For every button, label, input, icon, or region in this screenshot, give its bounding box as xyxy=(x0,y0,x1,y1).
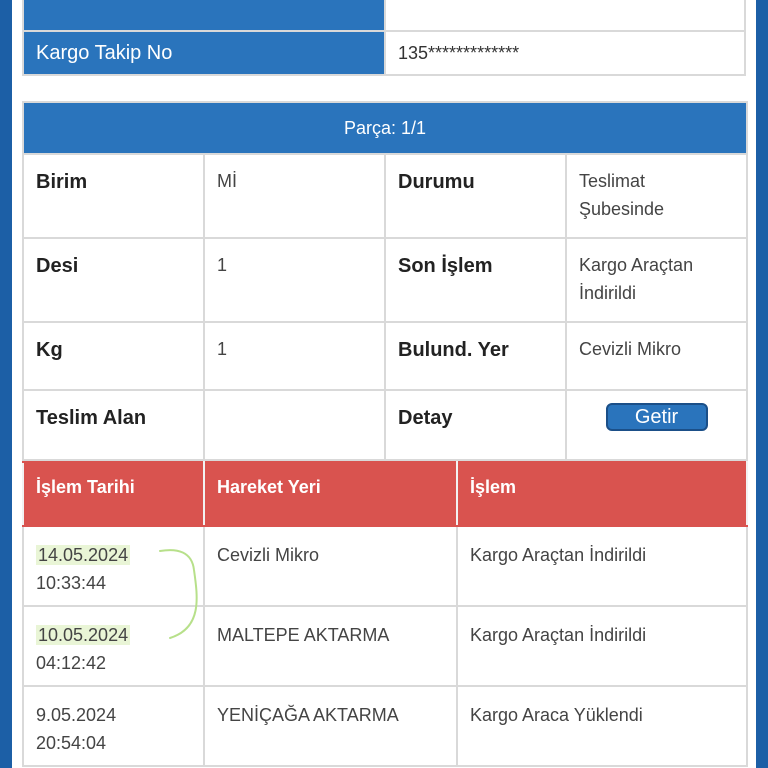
getir-button[interactable]: Getir xyxy=(606,403,708,431)
place-cell: Cevizli Mikro xyxy=(204,526,457,606)
receiver-value xyxy=(204,390,385,460)
table-row xyxy=(23,606,747,686)
tracking-number-label: Kargo Takip No xyxy=(23,31,385,75)
status-label: Durumu xyxy=(385,154,566,238)
movements-header-row xyxy=(23,462,747,526)
date-highlighted: 10.05.2024 xyxy=(38,625,129,645)
date-cell xyxy=(23,686,204,766)
movements-table xyxy=(22,461,748,767)
info-value xyxy=(385,0,745,31)
table-row xyxy=(23,526,747,606)
date: 9.05.2024 xyxy=(36,705,117,725)
location-value: Cevizli Mikro xyxy=(566,322,747,390)
detail-label: Detay xyxy=(385,390,566,460)
info-row xyxy=(23,0,745,31)
action-cell: Kargo Araçtan İndirildi xyxy=(457,606,747,686)
desi-value: 1 xyxy=(204,238,385,322)
part-title: Parça: 1/1 xyxy=(23,102,747,154)
header-action: İşlem xyxy=(457,462,747,526)
time: 04:12:42 xyxy=(36,653,107,673)
status-value: Teslimat Şubesinde xyxy=(566,154,747,238)
last-operation-label: Son İşlem xyxy=(385,238,566,322)
action-cell: Kargo Araçtan İndirildi xyxy=(457,526,747,606)
unit-label: Birim xyxy=(23,154,204,238)
table-row xyxy=(23,686,747,766)
tracking-number-value: 135************* xyxy=(385,31,745,75)
action-cell: Kargo Araca Yüklendi xyxy=(457,686,747,766)
date-cell xyxy=(23,606,204,686)
time: 10:33:44 xyxy=(36,573,107,593)
receiver-label: Teslim Alan xyxy=(23,390,204,460)
header-place: Hareket Yeri xyxy=(204,462,457,526)
date-cell xyxy=(23,526,204,606)
part-details-table xyxy=(22,101,748,461)
header-date: İşlem Tarihi xyxy=(23,462,204,526)
place-cell: YENİÇAĞA AKTARMA xyxy=(204,686,457,766)
date-highlighted: 14.05.2024 xyxy=(38,545,129,565)
unit-value: Mİ xyxy=(204,154,385,238)
last-operation-value: Kargo Araçtan İndirildi xyxy=(566,238,747,322)
shipment-info-table xyxy=(22,0,746,76)
info-row xyxy=(23,31,745,75)
info-label xyxy=(23,0,385,31)
location-label: Bulund. Yer xyxy=(385,322,566,390)
place-cell: MALTEPE AKTARMA xyxy=(204,606,457,686)
detail-cell xyxy=(566,390,747,460)
desi-label: Desi xyxy=(23,238,204,322)
kg-value: 1 xyxy=(204,322,385,390)
time: 20:54:04 xyxy=(36,733,107,753)
kg-label: Kg xyxy=(23,322,204,390)
